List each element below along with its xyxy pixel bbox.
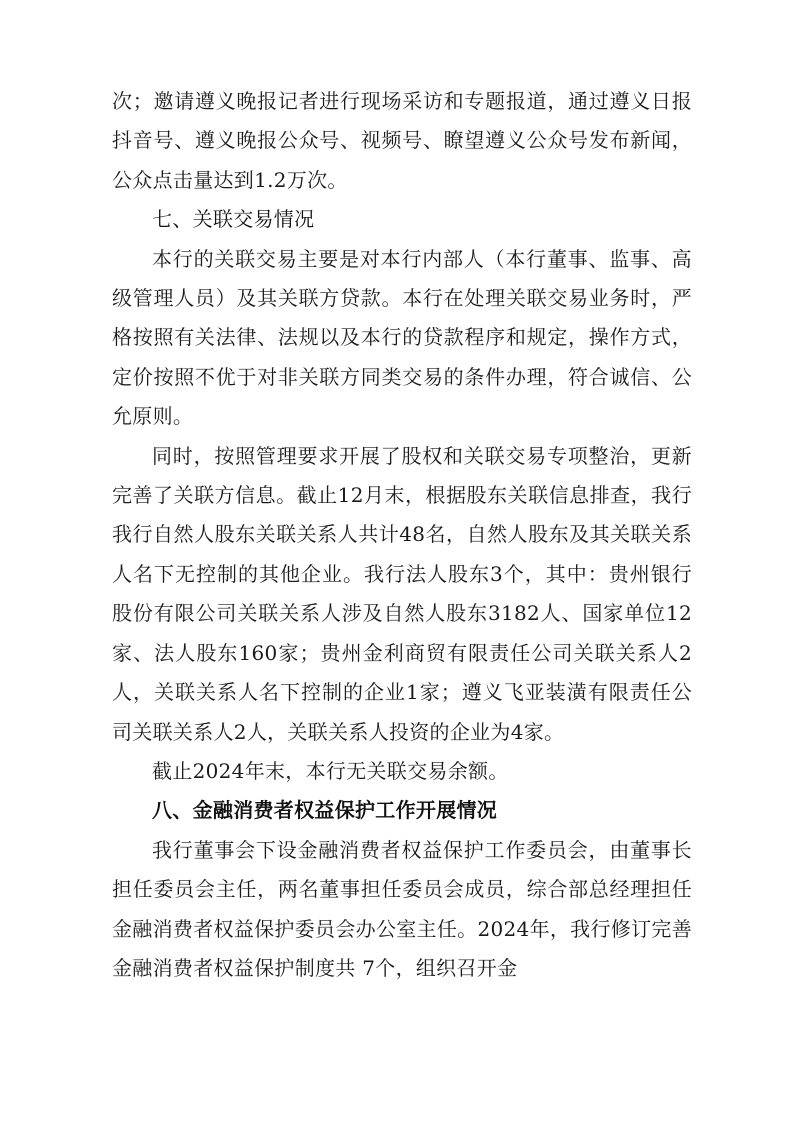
- paragraph: 截止2024年末，本行无关联交易余额。: [152, 758, 509, 783]
- section-heading-related-transactions: 七、关联交易情况: [152, 207, 315, 232]
- document-page: [112, 82, 692, 988]
- paragraph: 同时，按照管理要求开展了股权和关联交易专项整治，更新完善了关联方信息。截止12月末，根据股东关联信息排查，我行我行自然人股东关联关系人共计48名，自然人股东及其关联关系人名下无控制的其他企业。我行法人股东3个，其中：贵州银行股份有限公司关联关系人涉及自然人股东3182人、国家单位12家、法人股东160家；贵州金利商贸有限责任公司关联关系人2人，关联关系人名下控制的企业1家；遵义飞亚装潢有限责任公司关联关系人2人，关联关系人投资的企业为4家。: [112, 443, 692, 744]
- paragraph: 我行董事会下设金融消费者权益保护工作委员会，由董事长担任委员会主任，两名董事担任委员会成员，综合部总经理担任金融消费者权益保护委员会办公室主任。2024年，我行修订完善金融消费者权益保护制度共 7个，组织召开金: [112, 837, 692, 980]
- section-heading-consumer-protection: 八、金融消费者权益保护工作开展情况: [152, 798, 498, 823]
- paragraph-continued: 次；邀请遵义晚报记者进行现场采访和专题报道，通过遵义日报抖音号、遵义晚报公众号、视频号、瞭望遵义公众号发布新闻，公众点击量达到1.2万次。: [112, 89, 692, 192]
- paragraph: 本行的关联交易主要是对本行内部人（本行董事、监事、高级管理人员）及其关联方贷款。本行在处理关联交易业务时，严格按照有关法律、法规以及本行的贷款程序和规定，操作方式，定价按照不优于对非关联方同类交易的条件办理，符合诚信、公允原则。: [112, 246, 692, 429]
